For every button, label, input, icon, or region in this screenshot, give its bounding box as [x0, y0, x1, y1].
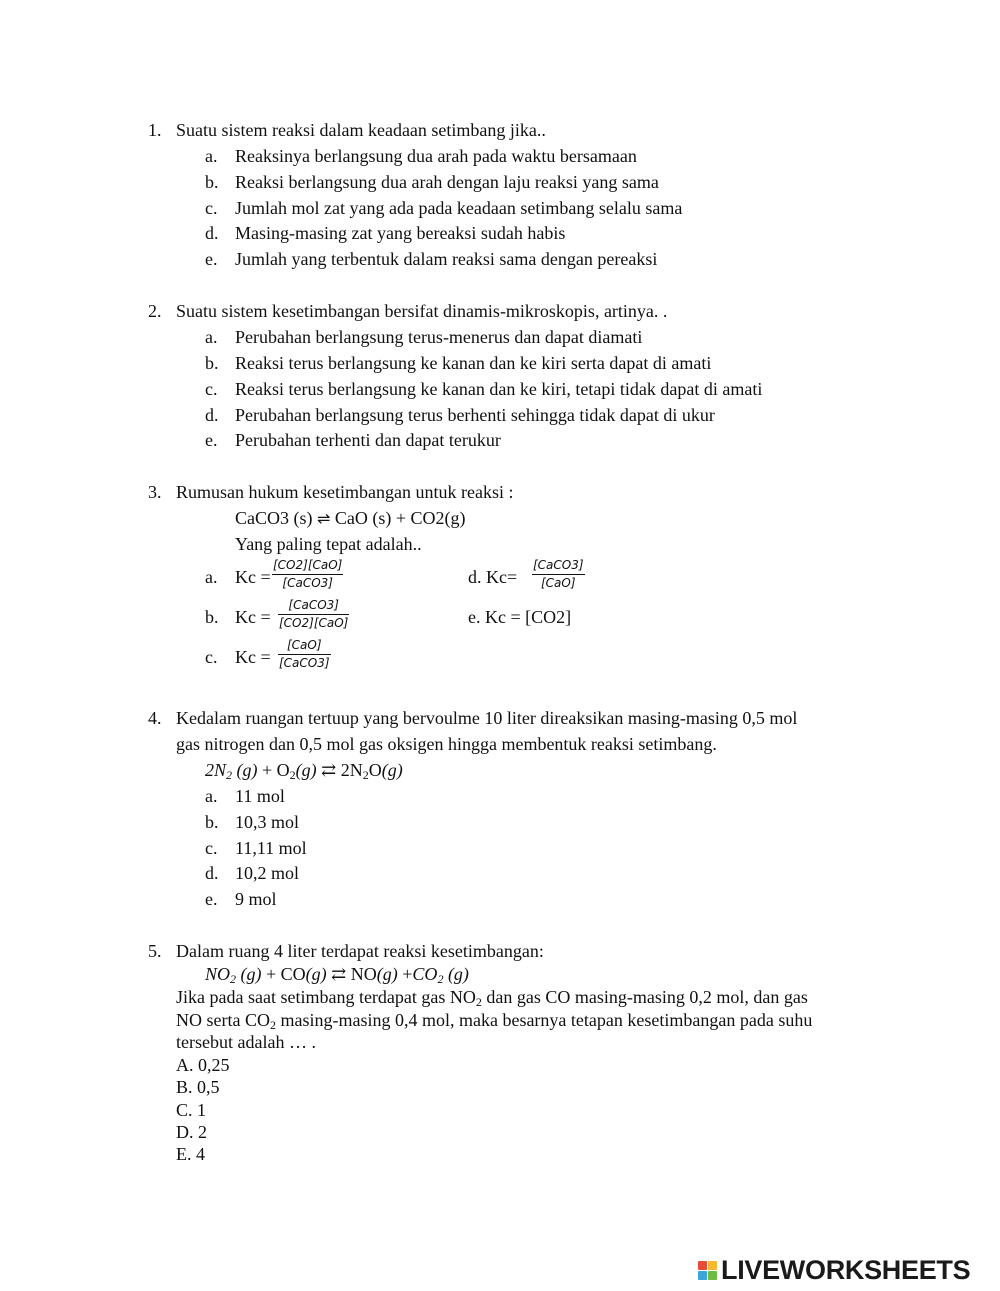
option-kc-prefix: d. Kc=: [468, 567, 518, 587]
option-text: Jumlah yang terbentuk dalam reaksi sama dengan pereaksi: [235, 249, 658, 269]
question-number: 5.: [148, 941, 162, 961]
fraction-numerator: [CaCO3]: [288, 598, 339, 612]
kc-prefix: Kc =: [235, 567, 271, 587]
kc-fraction: [278, 598, 349, 631]
option-text: 10,2 mol: [235, 863, 300, 883]
equilibrium-arrow: ⇄: [326, 964, 351, 984]
question-stem: Suatu sistem reaksi dalam keadaan setimbang jika..: [176, 120, 546, 140]
logo-square: [698, 1261, 707, 1270]
fraction-bar: [278, 654, 331, 655]
option-text: Reaksi terus berlangsung ke kanan dan ke kiri, tetapi tidak dapat di amati: [235, 379, 763, 399]
question-number: 2.: [148, 301, 162, 321]
option-text: Reaksinya berlangsung dua arah pada waktu bersamaan: [235, 146, 637, 166]
question-prompt: Yang paling tepat adalah..: [235, 534, 422, 554]
reaction-equation: $NO_2$ (g) + CO(g) ⇄ $NO(g) +CO_2$ (g): [205, 964, 469, 986]
logo-mark-icon: [698, 1261, 717, 1280]
fraction-numerator: [CO2][CaO]: [273, 558, 343, 572]
option-letter: d.: [205, 863, 219, 883]
question-body-line1: Jika pada saat setimbang terdapat gas $NO_2$ dan gas CO masing-masing 0,2 mol, dan gas: [176, 987, 808, 1009]
option-letter: e.: [205, 430, 218, 450]
option-text: D. 2: [176, 1122, 207, 1142]
option-letter: e.: [205, 889, 218, 909]
equilibrium-arrow: ⇌: [317, 509, 331, 528]
option-text: A. 0,25: [176, 1055, 230, 1075]
option-text: 9 mol: [235, 889, 277, 909]
option-letter: b.: [205, 812, 219, 832]
option-text: E. 4: [176, 1144, 205, 1164]
question-stem-line2: gas nitrogen dan 0,5 mol gas oksigen hingga membentuk reaksi setimbang.: [176, 734, 717, 754]
equilibrium-arrow: ⇄: [316, 760, 341, 780]
kc-fraction: [532, 558, 585, 591]
kc-prefix: Kc =: [235, 607, 271, 627]
logo-square: [708, 1271, 717, 1280]
option-letter: a.: [205, 786, 218, 806]
option-letter: c.: [205, 198, 218, 218]
fraction-denominator: [CaCO3]: [282, 576, 333, 590]
logo-text: LIVEWORKSHEETS: [721, 1255, 971, 1285]
question-number: 3.: [148, 482, 162, 502]
question-body-line3: tersebut adalah … .: [176, 1032, 316, 1052]
logo-square: [698, 1271, 707, 1280]
option-text: 11 mol: [235, 786, 285, 806]
question-body-line2: NO serta $CO_2$ masing-masing 0,4 mol, maka besarnya tetapan kesetimbangan pada suhu: [176, 1010, 813, 1032]
question-stem: Suatu sistem kesetimbangan bersifat dinamis-mikroskopis, artinya. .: [176, 301, 668, 321]
option-letter: b.: [205, 607, 219, 627]
option-letter: c.: [205, 647, 218, 667]
option-letter: d.: [205, 223, 219, 243]
fraction-denominator: [CO2][CaO]: [279, 616, 349, 630]
option-letter: e.: [205, 249, 218, 269]
option-text: C. 1: [176, 1100, 207, 1120]
option-letter: a.: [205, 567, 218, 587]
reaction-equation: CaCO3 (s) ⇌ CaO (s) + CO2(g): [235, 508, 466, 528]
question-stem-line1: Kedalam ruangan tertuup yang bervoulme 10 liter direaksikan masing-masing 0,5 mol: [176, 708, 798, 728]
option-text: Jumlah mol zat yang ada pada keadaan setimbang selalu sama: [235, 198, 683, 218]
option-text: Masing-masing zat yang bereaksi sudah habis: [235, 223, 566, 243]
option-text: Perubahan berlangsung terus berhenti sehingga tidak dapat di ukur: [235, 405, 715, 425]
fraction-bar: [272, 574, 343, 575]
question-stem: Dalam ruang 4 liter terdapat reaksi kesetimbangan:: [176, 941, 544, 961]
question-number: 1.: [148, 120, 162, 140]
fraction-bar: [532, 574, 585, 575]
reaction-equation: $2N_2$ $(g) + O_2(g)$ ⇄ $2N_2O(g)$: [205, 760, 403, 782]
option-text: 10,3 mol: [235, 812, 300, 832]
liveworksheets-logo: [698, 1255, 970, 1286]
logo-square: [708, 1261, 717, 1270]
option-letter: a.: [205, 146, 218, 166]
fraction-numerator: [CaCO3]: [533, 558, 584, 572]
fraction-numerator: [CaO]: [287, 638, 322, 652]
kc-fraction: [278, 638, 331, 671]
kc-prefix: Kc =: [235, 647, 271, 667]
option-text: Reaksi terus berlangsung ke kanan dan ke kiri serta dapat di amati: [235, 353, 712, 373]
option-text: B. 0,5: [176, 1077, 220, 1097]
option-letter: b.: [205, 353, 219, 373]
option-text: e. Kc = [CO2]: [468, 607, 572, 627]
fraction-denominator: [CaCO3]: [279, 656, 330, 670]
option-letter: c.: [205, 379, 218, 399]
fraction-bar: [278, 614, 349, 615]
question-number: 4.: [148, 708, 162, 728]
option-letter: b.: [205, 172, 219, 192]
option-letter: a.: [205, 327, 218, 347]
option-letter: c.: [205, 838, 218, 858]
option-text: Perubahan berlangsung terus-menerus dan dapat diamati: [235, 327, 643, 347]
option-text: Reaksi berlangsung dua arah dengan laju reaksi yang sama: [235, 172, 659, 192]
option-text: Perubahan terhenti dan dapat terukur: [235, 430, 501, 450]
question-stem: Rumusan hukum kesetimbangan untuk reaksi :: [176, 482, 514, 502]
kc-fraction: [272, 558, 343, 591]
option-text: 11,11 mol: [235, 838, 307, 858]
fraction-denominator: [CaO]: [541, 576, 576, 590]
option-letter: d.: [205, 405, 219, 425]
